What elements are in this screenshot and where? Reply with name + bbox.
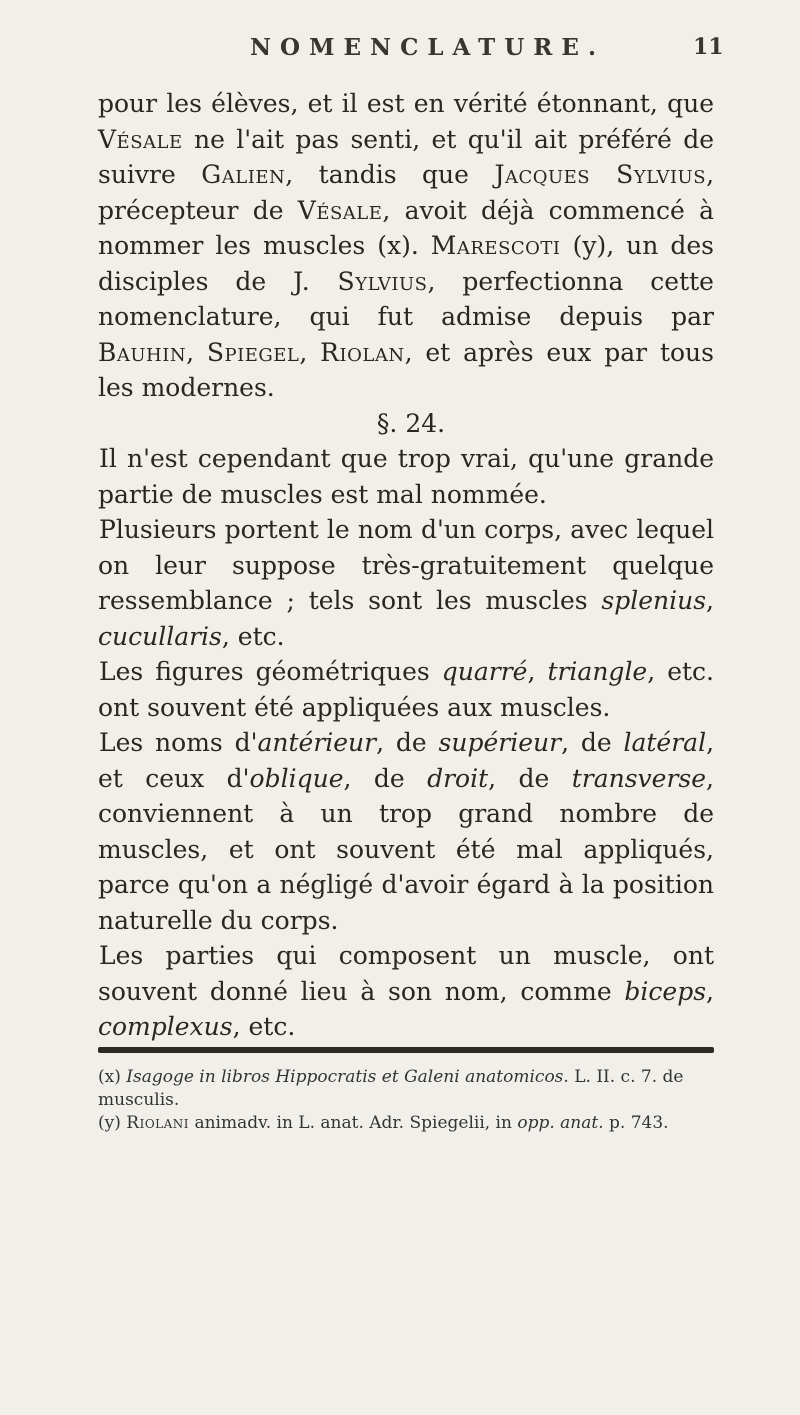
text-run: ne l'ait pas senti, et qu'il ait préféré de suivre [98, 124, 714, 189]
footnote-text: p. 743. [603, 1113, 669, 1133]
text-run: Les parties qui composent un muscle, ont souvent donné lieu à son nom, comme [98, 941, 714, 1006]
term-cucullaris: cucullaris [98, 621, 222, 651]
footnote-author: Riolani [126, 1113, 190, 1133]
body-text [98, 86, 714, 1045]
text-run: , etc. [221, 621, 285, 651]
paragraph-6 [98, 938, 714, 1045]
paragraph-1 [98, 86, 714, 406]
term-anterieur: antérieur [257, 728, 377, 757]
name-spiegel: Spiegel [206, 337, 300, 367]
text-run: , [706, 976, 714, 1006]
name-marescoti: Marescoti [430, 231, 561, 260]
name-riolan: Riolan [320, 337, 405, 367]
name-bauhin: Bauhin [98, 337, 187, 367]
text-run: , de [376, 728, 439, 757]
text-run: , de [561, 728, 624, 757]
name-jacques-sylvius: Jacques Sylvius [494, 160, 707, 189]
text-run: , de [488, 763, 572, 793]
text-run: Les figures géométriques [99, 657, 442, 686]
text-run: , avoit déjà commencé à nommer les muscles (x). [98, 195, 715, 260]
text-run: , de [343, 763, 428, 793]
term-oblique: oblique [249, 763, 344, 793]
footnotes [98, 1066, 714, 1135]
running-title: NOMENCLATURE. [250, 34, 605, 61]
name-vesale: Vésale [98, 124, 183, 154]
footnote-text: animadv. in L. anat. Adr. Spiegelii, in [189, 1113, 518, 1133]
term-biceps: biceps [624, 976, 707, 1006]
text-run: Plusieurs portent le nom d'un corps, avec lequel on leur suppose très-gratuitement quelque ressemblance ; tels sont les muscles [98, 515, 714, 615]
footnote-title: Isagoge in libros Hippocratis et Galeni anatomicos. [126, 1067, 569, 1087]
paragraph-5 [98, 725, 714, 938]
term-splenius: splenius [601, 586, 707, 615]
page-header [0, 34, 800, 70]
term-complexus: complexus [98, 1012, 233, 1041]
text-run: , précepteur de [98, 160, 715, 225]
text-run: , perfectionna cette nomenclature, qui fut admise depuis par [98, 266, 714, 331]
name-vesale: Vésale [297, 195, 383, 225]
section-number: §. 24. [376, 408, 446, 438]
text-run: (y), un des disciples de [98, 231, 714, 296]
text-run: , etc. ont souvent été appliquées aux muscles. [98, 657, 714, 722]
text-run: , conviennent à un trop grand nombre de muscles, et ont souvent été mal appliqués, parce qu'on a négligé d'avoir égard à la position naturelle du corps. [98, 763, 714, 935]
text-run: , tandis que [285, 160, 495, 189]
footnote-mark: (x) [98, 1067, 127, 1087]
paragraph-2: Il n'est cependant que trop vrai, qu'une grande partie de muscles est mal nommée. [98, 444, 714, 509]
text-run: , [706, 586, 714, 615]
term-droit: droit [427, 763, 489, 793]
footnote-title: opp. anat. [517, 1113, 604, 1133]
term-lateral: latéral [623, 728, 707, 757]
term-superieur: supérieur [438, 728, 562, 757]
footnote-rule [98, 1047, 714, 1053]
text-run: , etc. [232, 1012, 296, 1041]
term-transverse: transverse [571, 763, 707, 793]
footnote-text: L. II. c. 7. de musculis. [98, 1067, 684, 1110]
text-run: , et ceux d' [98, 728, 715, 793]
name-j-sylvius: J. Sylvius [293, 266, 428, 296]
text-run: Les noms d' [99, 728, 258, 757]
text-run: , et après eux par tous les modernes. [98, 337, 714, 402]
text-run: pour les élèves, et il est en vérité étonnant, que [98, 89, 714, 118]
footnote-mark: (y) [98, 1113, 127, 1133]
term-triangle: triangle [547, 657, 648, 686]
text-run: , [186, 337, 207, 367]
footnote-x [98, 1066, 714, 1112]
term-quarre: quarré [441, 657, 528, 686]
paragraph-3 [98, 512, 714, 654]
name-galien: Galien [201, 160, 286, 189]
page-number: 11 [693, 34, 724, 60]
paragraph-4 [98, 654, 714, 725]
footnote-y [98, 1112, 714, 1135]
text-run: , [299, 337, 321, 367]
text-run: , [527, 657, 548, 686]
